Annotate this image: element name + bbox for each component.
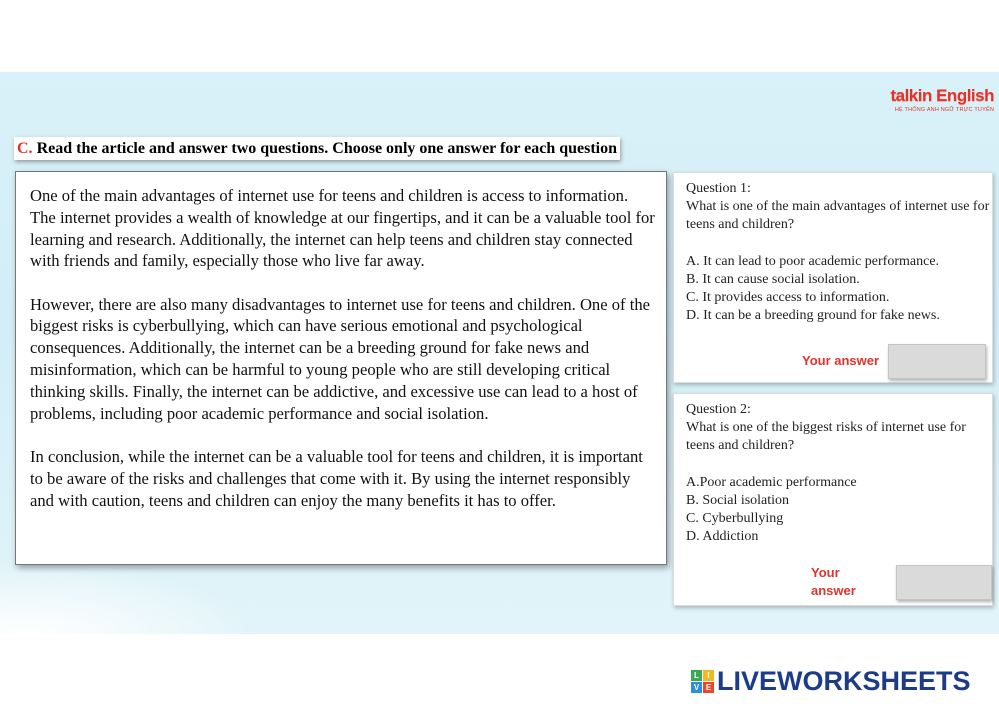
article-box xyxy=(15,171,667,565)
question-1-card xyxy=(673,172,993,383)
article-paragraph: However, there are also many disadvantages to internet use for teens and children. One of the biggest risks is cyberbullying, which can have serious emotional and psychological consequences. Additionally, the internet can be a breeding ground for fake news and misinformation, which can be harmful to young people who are still developing critical thinking skills. Finally, the internet can be addictive, and excessive use can lead to a host of problems, including poor academic performance and social isolation. xyxy=(30,294,650,423)
article-paragraph: In conclusion, while the internet can be a valuable tool for teens and children, it is important to be aware of the risks and challenges that come with it. By using the internet responsibly and with caution, teens and children can enjoy the many benefits it has to offer. xyxy=(30,446,643,510)
logo-letter-i: I xyxy=(703,670,714,681)
liveworksheets-logo-icon xyxy=(691,670,714,693)
answer-input-q2[interactable] xyxy=(896,565,992,600)
section-letter: C. xyxy=(17,140,33,157)
liveworksheets-logo-text: LIVEWORKSHEETS xyxy=(717,666,971,696)
logo-letter-e: E xyxy=(703,682,714,693)
question-title: Question 2: xyxy=(686,402,751,417)
option-a: A. It can lead to poor academic performance. xyxy=(686,253,940,269)
option-d: D. It can be a breeding ground for fake news. xyxy=(686,308,940,324)
liveworksheets-logo xyxy=(691,666,971,697)
logo-letter-v: V xyxy=(691,682,702,693)
question-text: What is one of the biggest risks of internet use for teens and children? xyxy=(686,420,966,454)
article-paragraph: One of the main advantages of internet use for teens and children is access to information. The internet provides a wealth of knowledge at our fingertips, and it can be a valuable tool for learning and research. Additionally, the internet can help teens and children stay connected with friends and family, especially those who live far away. xyxy=(30,186,655,271)
answer-row xyxy=(811,564,992,600)
option-a: A.Poor academic performance xyxy=(686,474,857,490)
answer-input-q1[interactable] xyxy=(888,344,986,379)
instruction-heading xyxy=(14,137,620,160)
talkin-english-logo xyxy=(866,86,994,113)
your-answer-label: Your answer xyxy=(802,353,880,369)
question-title: Question 1: xyxy=(686,181,751,196)
logo-letter-l: L xyxy=(691,670,702,681)
answer-row xyxy=(802,344,986,379)
question-2-card xyxy=(673,393,993,606)
option-c: C. It provides access to information. xyxy=(686,290,890,306)
option-b: B. It can cause social isolation. xyxy=(686,272,860,287)
question-text: What is one of the main advantages of internet use for teens and children? xyxy=(686,199,990,233)
brand-tagline: HỆ THỐNG ANH NGỮ TRỰC TUYẾN xyxy=(894,107,994,113)
option-c: C. Cyberbullying xyxy=(686,511,784,527)
instruction-text: Read the article and answer two questions. Choose only one answer for each question xyxy=(36,140,618,157)
option-d: D. Addiction xyxy=(686,529,759,545)
brand-name: talkin English xyxy=(890,86,994,105)
option-b: B. Social isolation xyxy=(686,493,790,508)
your-answer-label: Your answer xyxy=(811,565,856,599)
background-glow xyxy=(0,560,260,634)
